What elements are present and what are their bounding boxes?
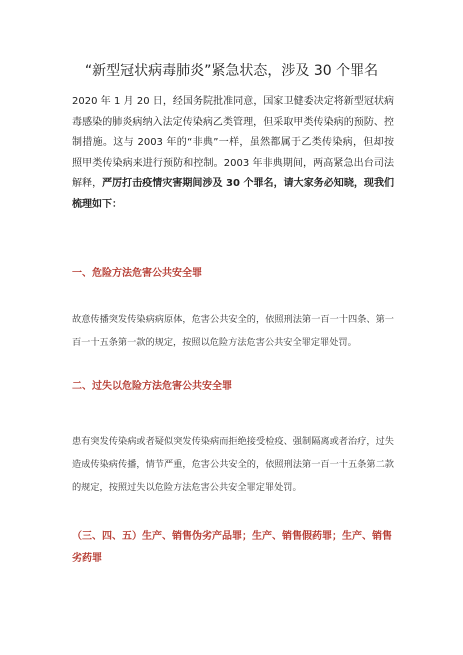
intro-bold-text: 严厉打击疫情灾害期间涉及 30 个罪名，请大家务必知晓，现我们梳理如下： [72, 178, 394, 210]
section-body-2: 患有突发传染病或者疑似突发传染病而拒绝接受检疫、强制隔离或者治疗，过失造成传染病传播，情节严重，危害公共安全的，依照刑法第一百一十五条第二款的规定，按照过失以危险方法危害公共安全罪定罪处罚。 [72, 436, 394, 493]
intro-paragraph [72, 92, 394, 215]
section-heading-3: （三、四、五）生产、销售伪劣产品罪；生产、销售假药罪；生产、销售劣药罪 [72, 531, 392, 564]
intro-text: 2020 年 1 月 20 日，经国务院批准同意，国家卫健委决定将新型冠状病毒感染的肺炎病纳入法定传染病乙类管理，但采取甲类传染病的预防、控制措施。这与 2003 年的“非典”一样，虽然都属于乙类传染病，但却按照甲类传染病来进行预防和控制。2003 年非典期间，两高紧急出台司法解释， [72, 96, 394, 189]
document-title: “新型冠状病毒肺炎”紧急状态，涉及 30 个罪名 [84, 63, 379, 79]
section-heading-1: 一、危险方法危害公共安全罪 [72, 268, 202, 279]
section-heading-2: 二、过失以危险方法危害公共安全罪 [72, 381, 232, 392]
section-body-1: 故意传播突发传染病病原体，危害公共安全的，依照刑法第一百一十四条、第一百一十五条第一款的规定，按照以危险方法危害公共安全罪定罪处罚。 [72, 314, 394, 348]
